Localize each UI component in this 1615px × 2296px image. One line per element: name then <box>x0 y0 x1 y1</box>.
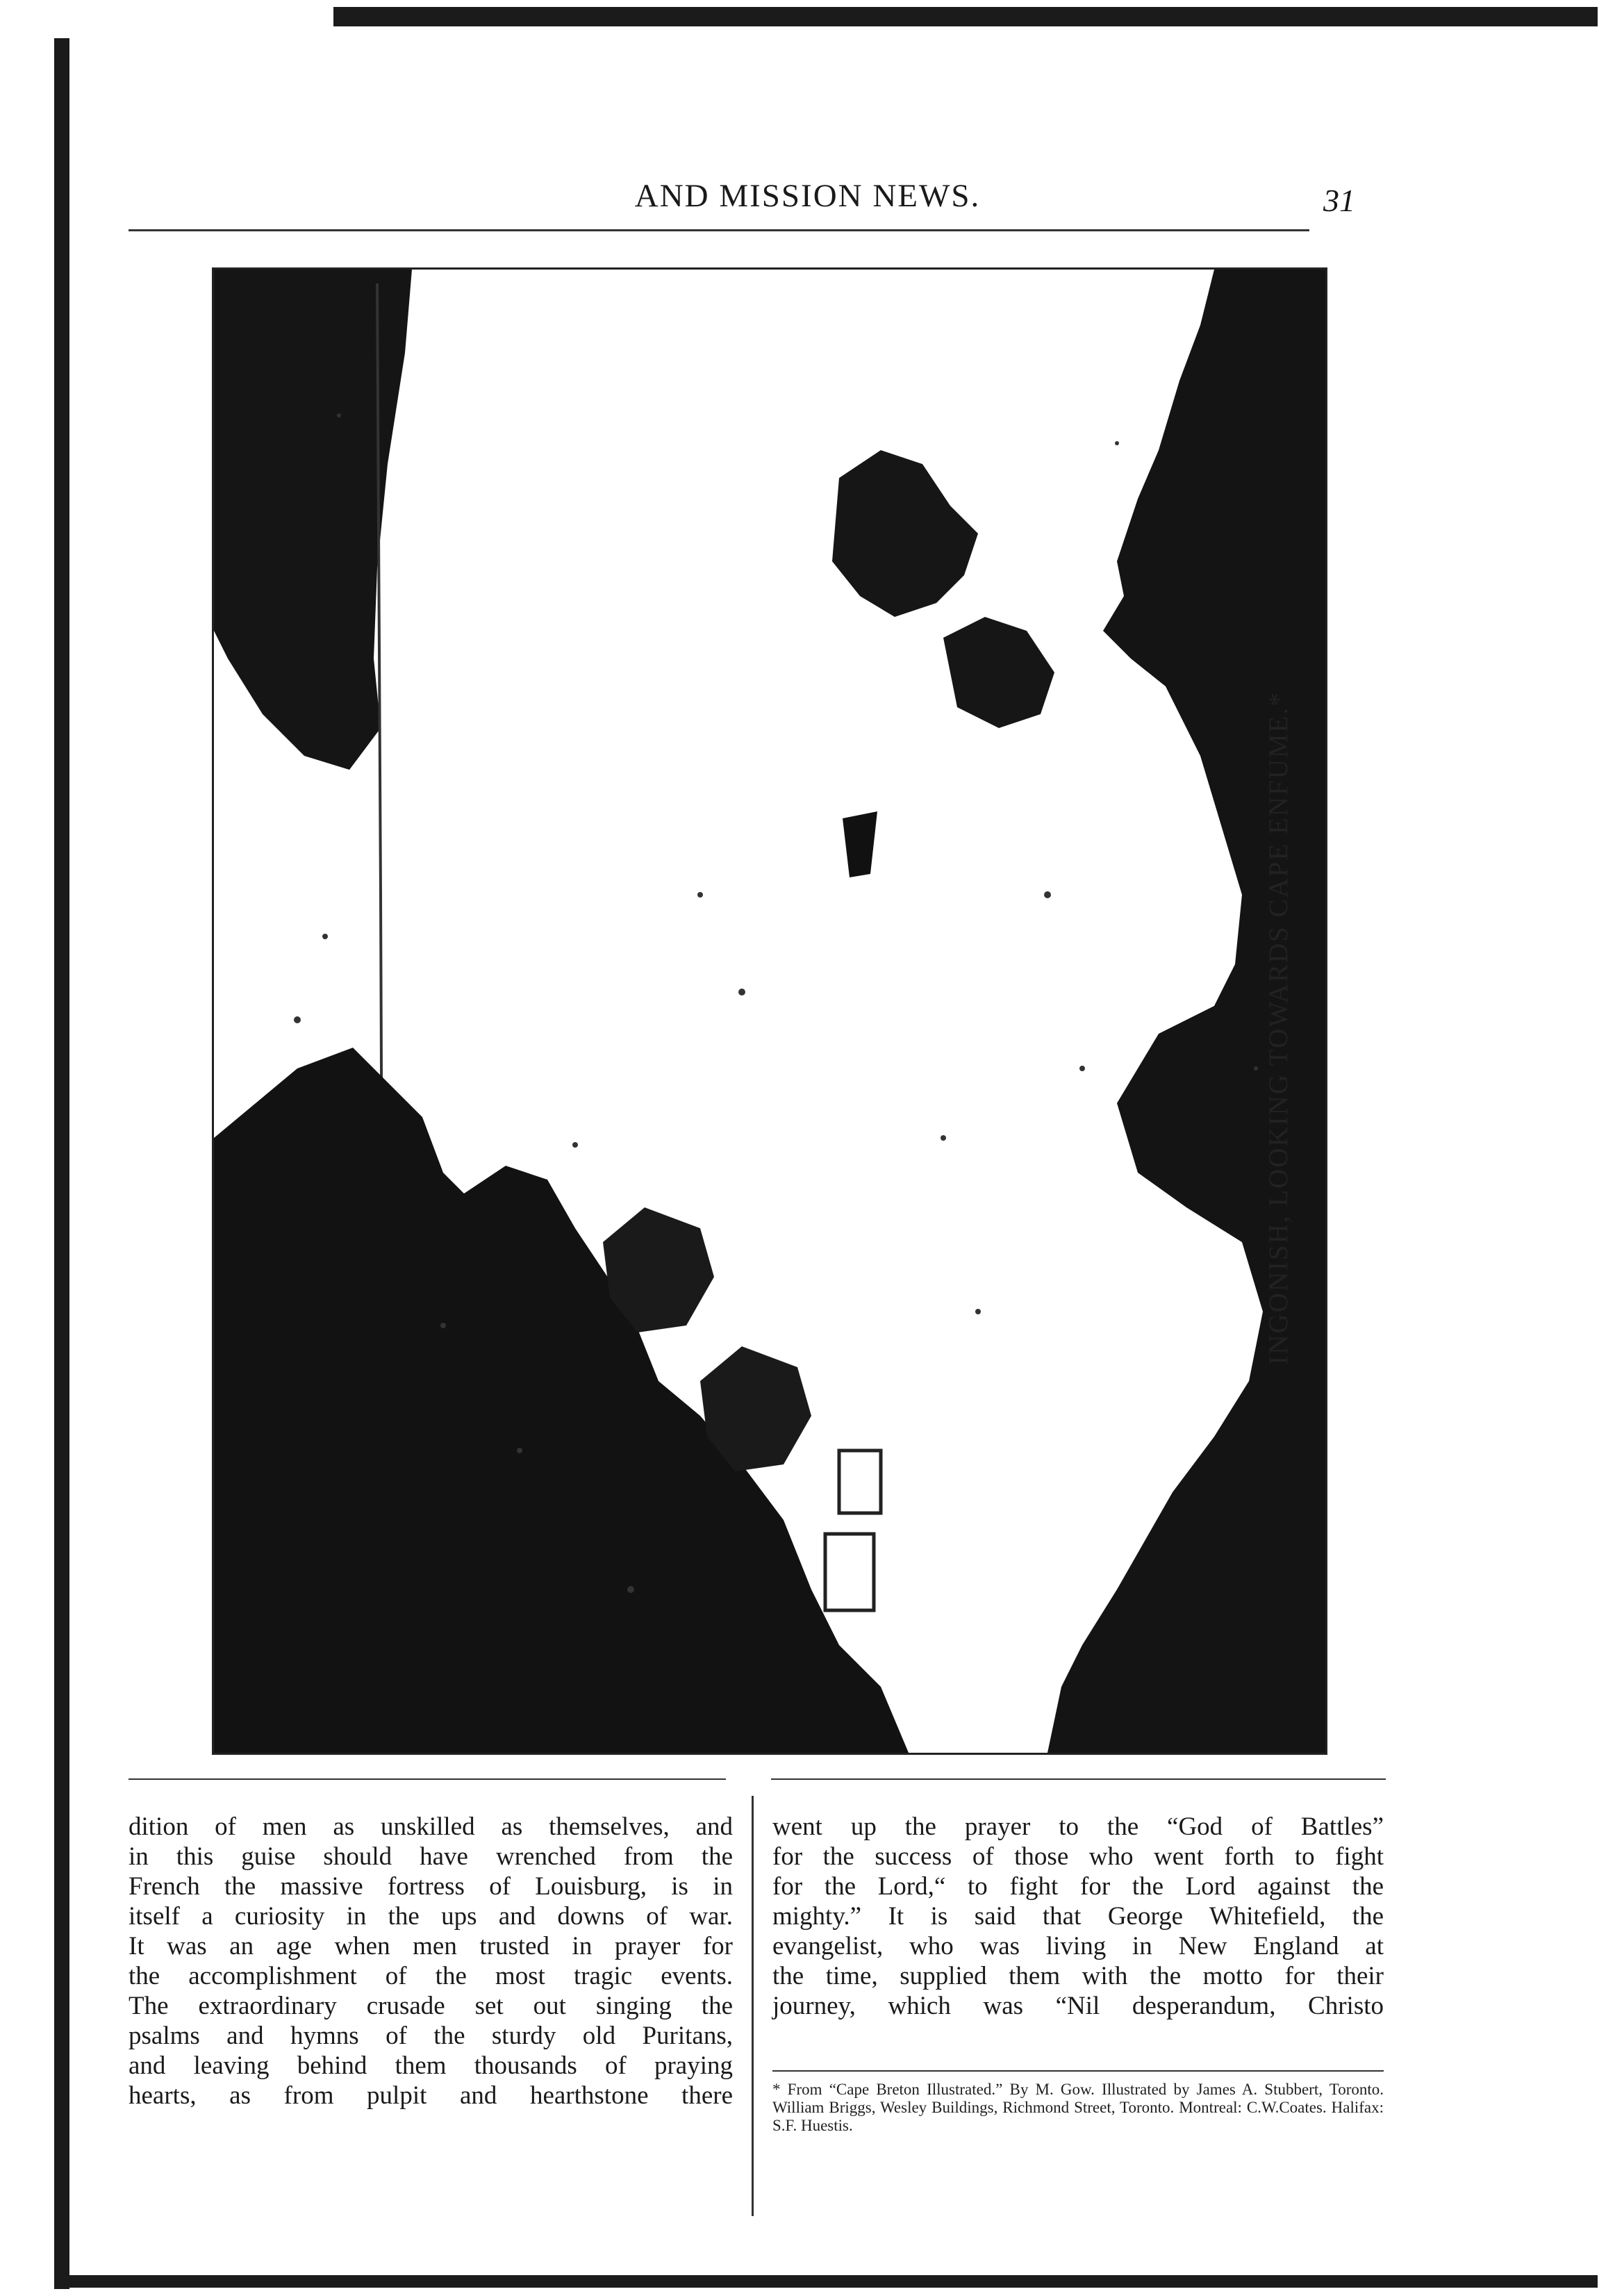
text-line: for the Lord,“ to fight for the Lord against the <box>772 1872 1384 1901</box>
text-line: hearts, as from pulpit and hearthstone there <box>129 2081 733 2110</box>
scan-edge-bottom <box>63 2275 1598 2288</box>
column-divider <box>752 1796 754 2216</box>
text-line: dition of men as unskilled as themselves, and <box>129 1812 733 1841</box>
text-line: for the success of those who went forth to fight <box>772 1842 1384 1871</box>
landscape-photograph <box>212 267 1327 1755</box>
scan-edge-left <box>54 38 69 2289</box>
article-column-right <box>772 1812 1384 2021</box>
running-header: AND MISSION NEWS. <box>634 178 981 214</box>
text-line: psalms and hymns of the sturdy old Puritans, <box>129 2022 733 2050</box>
text-line: the time, supplied them with the motto for their <box>772 1962 1384 1990</box>
column-top-rule-left <box>129 1778 726 1780</box>
footnote-rule <box>772 2070 1384 2072</box>
photograph-illustration <box>214 270 1325 1753</box>
figure-caption: INGONISH, LOOKING TOWARDS CAPE ENFUME.* <box>1264 691 1293 1365</box>
text-line: journey, which was “Nil desperandum, Christo <box>772 1992 1384 2020</box>
footnote: * From “Cape Breton Illustrated.” By M. Gow. Illustrated by James A. Stubbert, Toronto. William Briggs, Wesley Buildings, Richmond Street, Toronto. Montreal: C.W.Coates. Halifax: S.F. Huestis. <box>772 2081 1384 2134</box>
text-line: evangelist, who was living in New England at <box>772 1932 1384 1960</box>
text-line: the accomplishment of the most tragic events. <box>129 1962 733 1990</box>
text-line: mighty.” It is said that George Whitefield, the <box>772 1902 1384 1931</box>
header-rule <box>129 229 1309 231</box>
text-line: French the massive fortress of Louisburg, is in <box>129 1872 733 1901</box>
text-line: itself a curiosity in the ups and downs of war. <box>129 1902 733 1931</box>
text-line: in this guise should have wrenched from the <box>129 1842 733 1871</box>
column-top-rule-right <box>771 1778 1386 1780</box>
article-column-left <box>129 1812 733 2111</box>
scan-edge-top <box>333 7 1598 26</box>
text-line: The extraordinary crusade set out singing the <box>129 1992 733 2020</box>
text-line: and leaving behind them thousands of praying <box>129 2051 733 2080</box>
page-number: 31 <box>1323 183 1355 218</box>
text-line: It was an age when men trusted in prayer for <box>129 1932 733 1960</box>
text-line: went up the prayer to the “God of Battles” <box>772 1812 1384 1841</box>
